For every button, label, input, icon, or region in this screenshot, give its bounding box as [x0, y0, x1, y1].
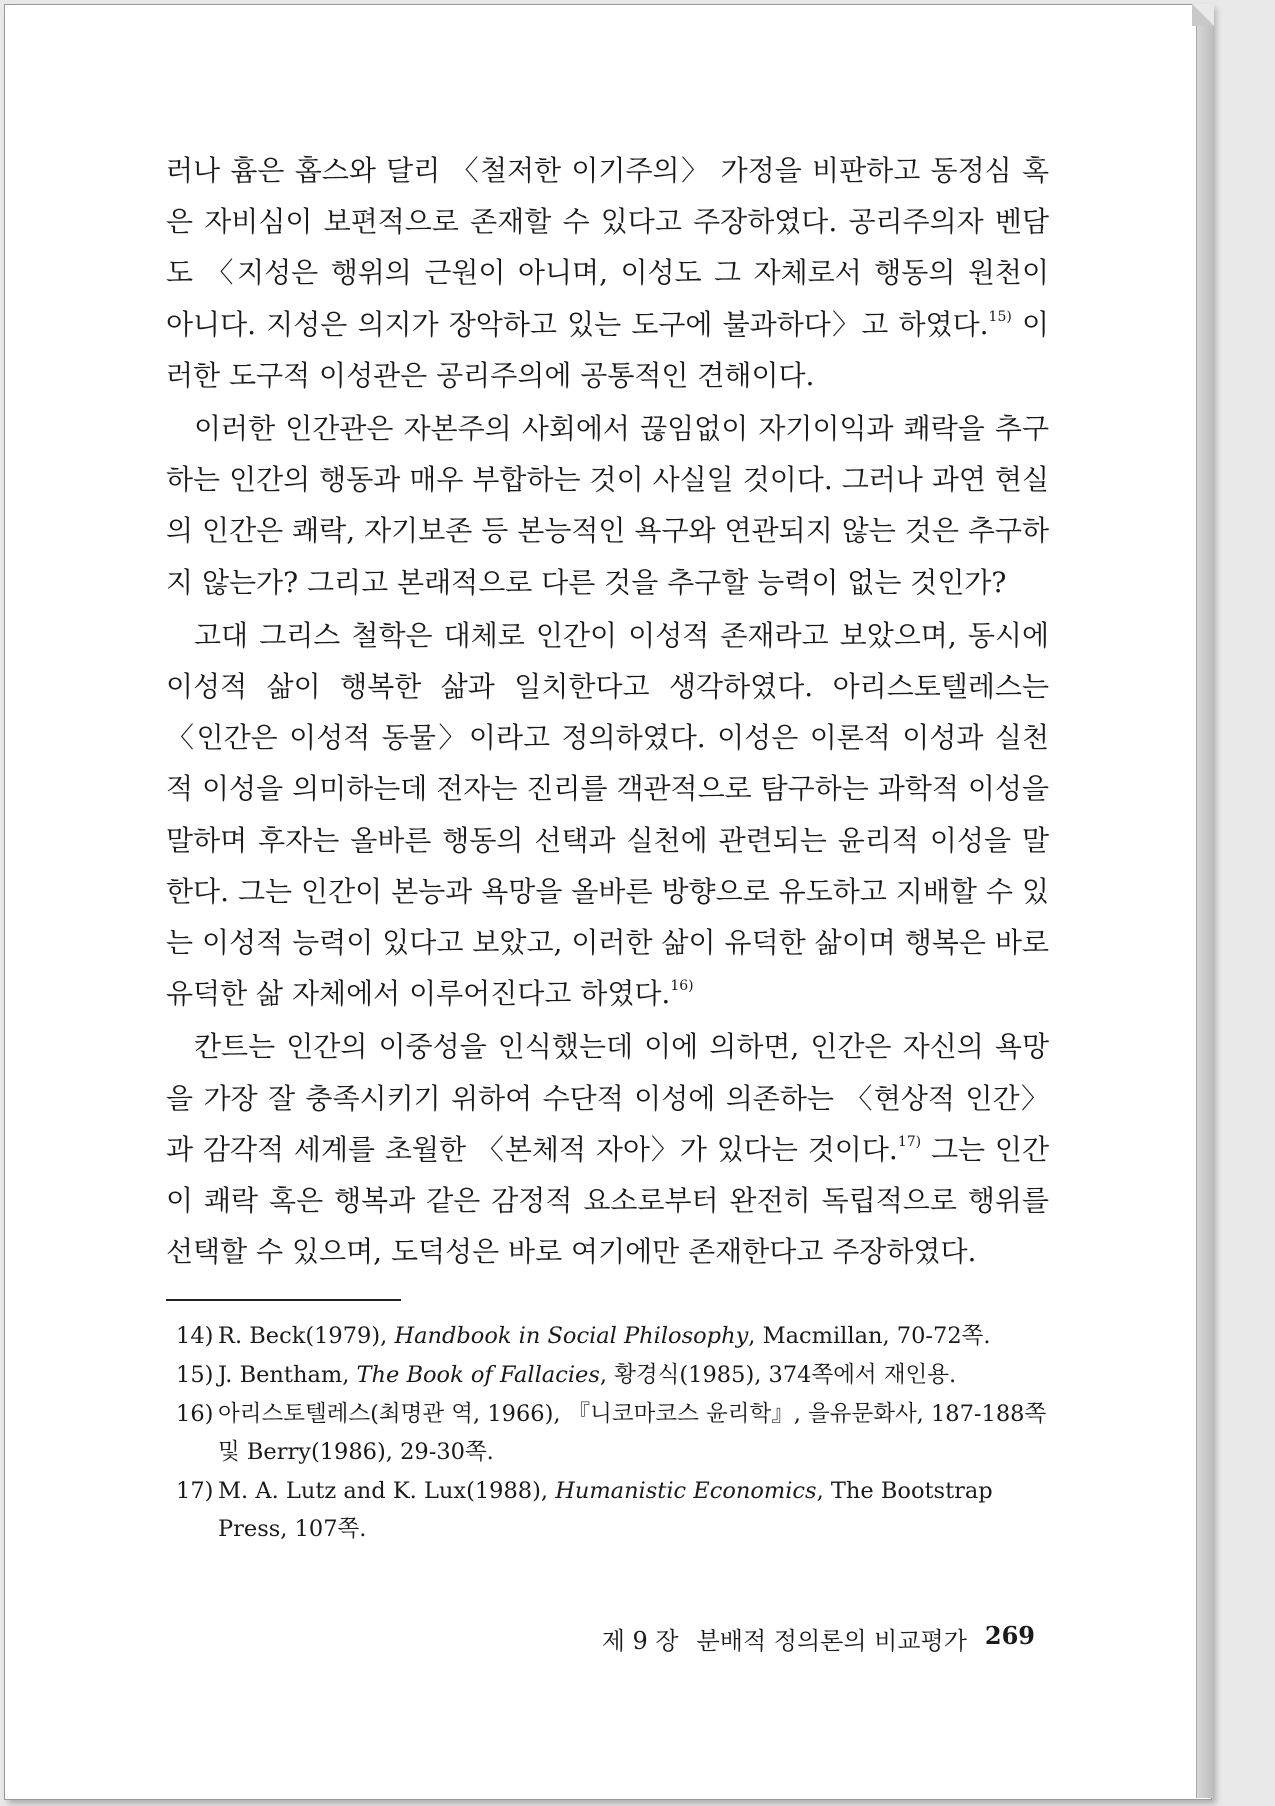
footnote-ref[interactable]: 15) [988, 308, 1012, 325]
page-corner-fold [1192, 4, 1214, 26]
footnote-number: 16) [176, 1401, 214, 1427]
paragraph [166, 145, 1049, 401]
paragraph-text: 러나 흄은 홉스와 달리 〈철저한 이기주의〉 가정을 비판하고 동정심 혹은 자비심이 보편적으로 존재할 수 있다고 주장하였다. 공리주의자 벤담도 〈지성은 행위의 근원이 아니며, 이성도 그 자체로서 행동의 원천이 아니다. 지성은 의지가 장악하고 있는 도구에 불과하다〉고 하였다. [166, 154, 1049, 341]
body-text [166, 145, 1049, 1279]
paragraph [166, 1021, 1049, 1277]
document-page [4, 4, 1212, 1800]
running-footer [595, 1621, 1035, 1656]
footnote [176, 1356, 1056, 1394]
footnotes [176, 1317, 1056, 1549]
footnote-text-part: , 황경식(1985), 374쪽에서 재인용. [599, 1362, 957, 1388]
chapter-label: 제 9 장 [601, 1627, 679, 1655]
paragraph-text: 칸트는 인간의 이중성을 인식했는데 이에 의하면, 인간은 자신의 욕망을 가장 잘 충족시키기 위하여 수단적 이성에 의존하는 〈현상적 인간〉과 감각적 세계를 초월한 〈본체적 자아〉가 있다는 것이다. [166, 1030, 1049, 1166]
footnote-book-title: Humanistic Economics [555, 1478, 817, 1504]
footnote-text-part: 아리스토텔레스(최명관 역, 1966), 『니코마코스 윤리학』, 을유문화사, 187-188쪽 및 Berry(1986), 29-30쪽. [218, 1401, 1047, 1465]
footnote-book-title: The Book of Fallacies [356, 1362, 600, 1388]
paragraph-text: 그는 인간이 쾌락 혹은 행복과 같은 감정적 요소로부터 완전히 독립적으로 행위를 선택할 수 있으며, 도덕성은 바로 여기에만 존재한다고 주장하였다. [166, 1132, 1049, 1269]
footnote-number: 15) [176, 1362, 214, 1388]
footnote-text-part: J. Bentham, [218, 1362, 357, 1388]
footnote-divider [166, 1299, 401, 1301]
paragraph [166, 403, 1049, 608]
paragraph-text: 고대 그리스 철학은 대체로 인간이 이성적 존재라고 보았으며, 동시에 이성적 삶이 행복한 삶과 일치한다고 생각하였다. 아리스토텔레스는 〈인간은 이성적 동물〉이라고 정의하였다. 이성은 이론적 이성과 실천적 이성을 의미하는데 전자는 진리를 객관적으로 탐구하는 과학적 이성을 말하며 후자는 올바른 행동의 선택과 실천에 관련되는 윤리적 이성을 말한다. 그는 인간이 본능과 욕망을 올바른 방향으로 유도하고 지배할 수 있는 이성적 능력이 있다고 보았고, 이러한 삶이 유덕한 삶이며 행복은 바로 유덕한 삶 자체에서 이루어진다고 하였다. [166, 618, 1049, 1011]
footnote-text [218, 1356, 1056, 1394]
footnote [176, 1472, 1056, 1548]
chapter-title: 분배적 정의론의 비교평가 [696, 1627, 967, 1655]
paragraph-text: 이러한 도구적 이성관은 공리주의에 공통적인 견해이다. [166, 307, 1050, 392]
footnote-ref[interactable]: 16) [670, 978, 694, 995]
footnote-number: 17) [176, 1478, 214, 1504]
footnote-text-part: R. Beck(1979), [218, 1323, 395, 1349]
page-stack-edge [1196, 8, 1213, 1798]
footnote-text-part: , Macmillan, 70-72쪽. [748, 1323, 991, 1349]
footnote-ref[interactable]: 17) [897, 1133, 922, 1150]
footnote-text [218, 1317, 1056, 1355]
footnote-text [218, 1395, 1056, 1471]
footnote-text-part: M. A. Lutz and K. Lux(1988), [218, 1478, 556, 1504]
footnote-number: 14) [176, 1323, 214, 1349]
footnote [176, 1317, 1056, 1355]
footnote-text-part: , The Bootstrap Press, 107쪽. [218, 1478, 993, 1542]
paragraph-text: 이러한 인간관은 자본주의 사회에서 끊임없이 자기이익과 쾌락을 추구하는 인간의 행동과 매우 부합하는 것이 사실일 것이다. 그러나 과연 현실의 인간은 쾌락, 자기보존 등 본능적인 욕구와 연관되지 않는 것은 추구하지 않는가? 그리고 본래적으로 다른 것을 추구할 능력이 없는 것인가? [166, 412, 1049, 599]
footnote-book-title: Handbook in Social Philosophy [394, 1323, 749, 1349]
footnote [176, 1395, 1056, 1471]
paragraph [166, 610, 1049, 1020]
page-number: 269 [984, 1621, 1035, 1650]
footnote-text [218, 1472, 1056, 1548]
